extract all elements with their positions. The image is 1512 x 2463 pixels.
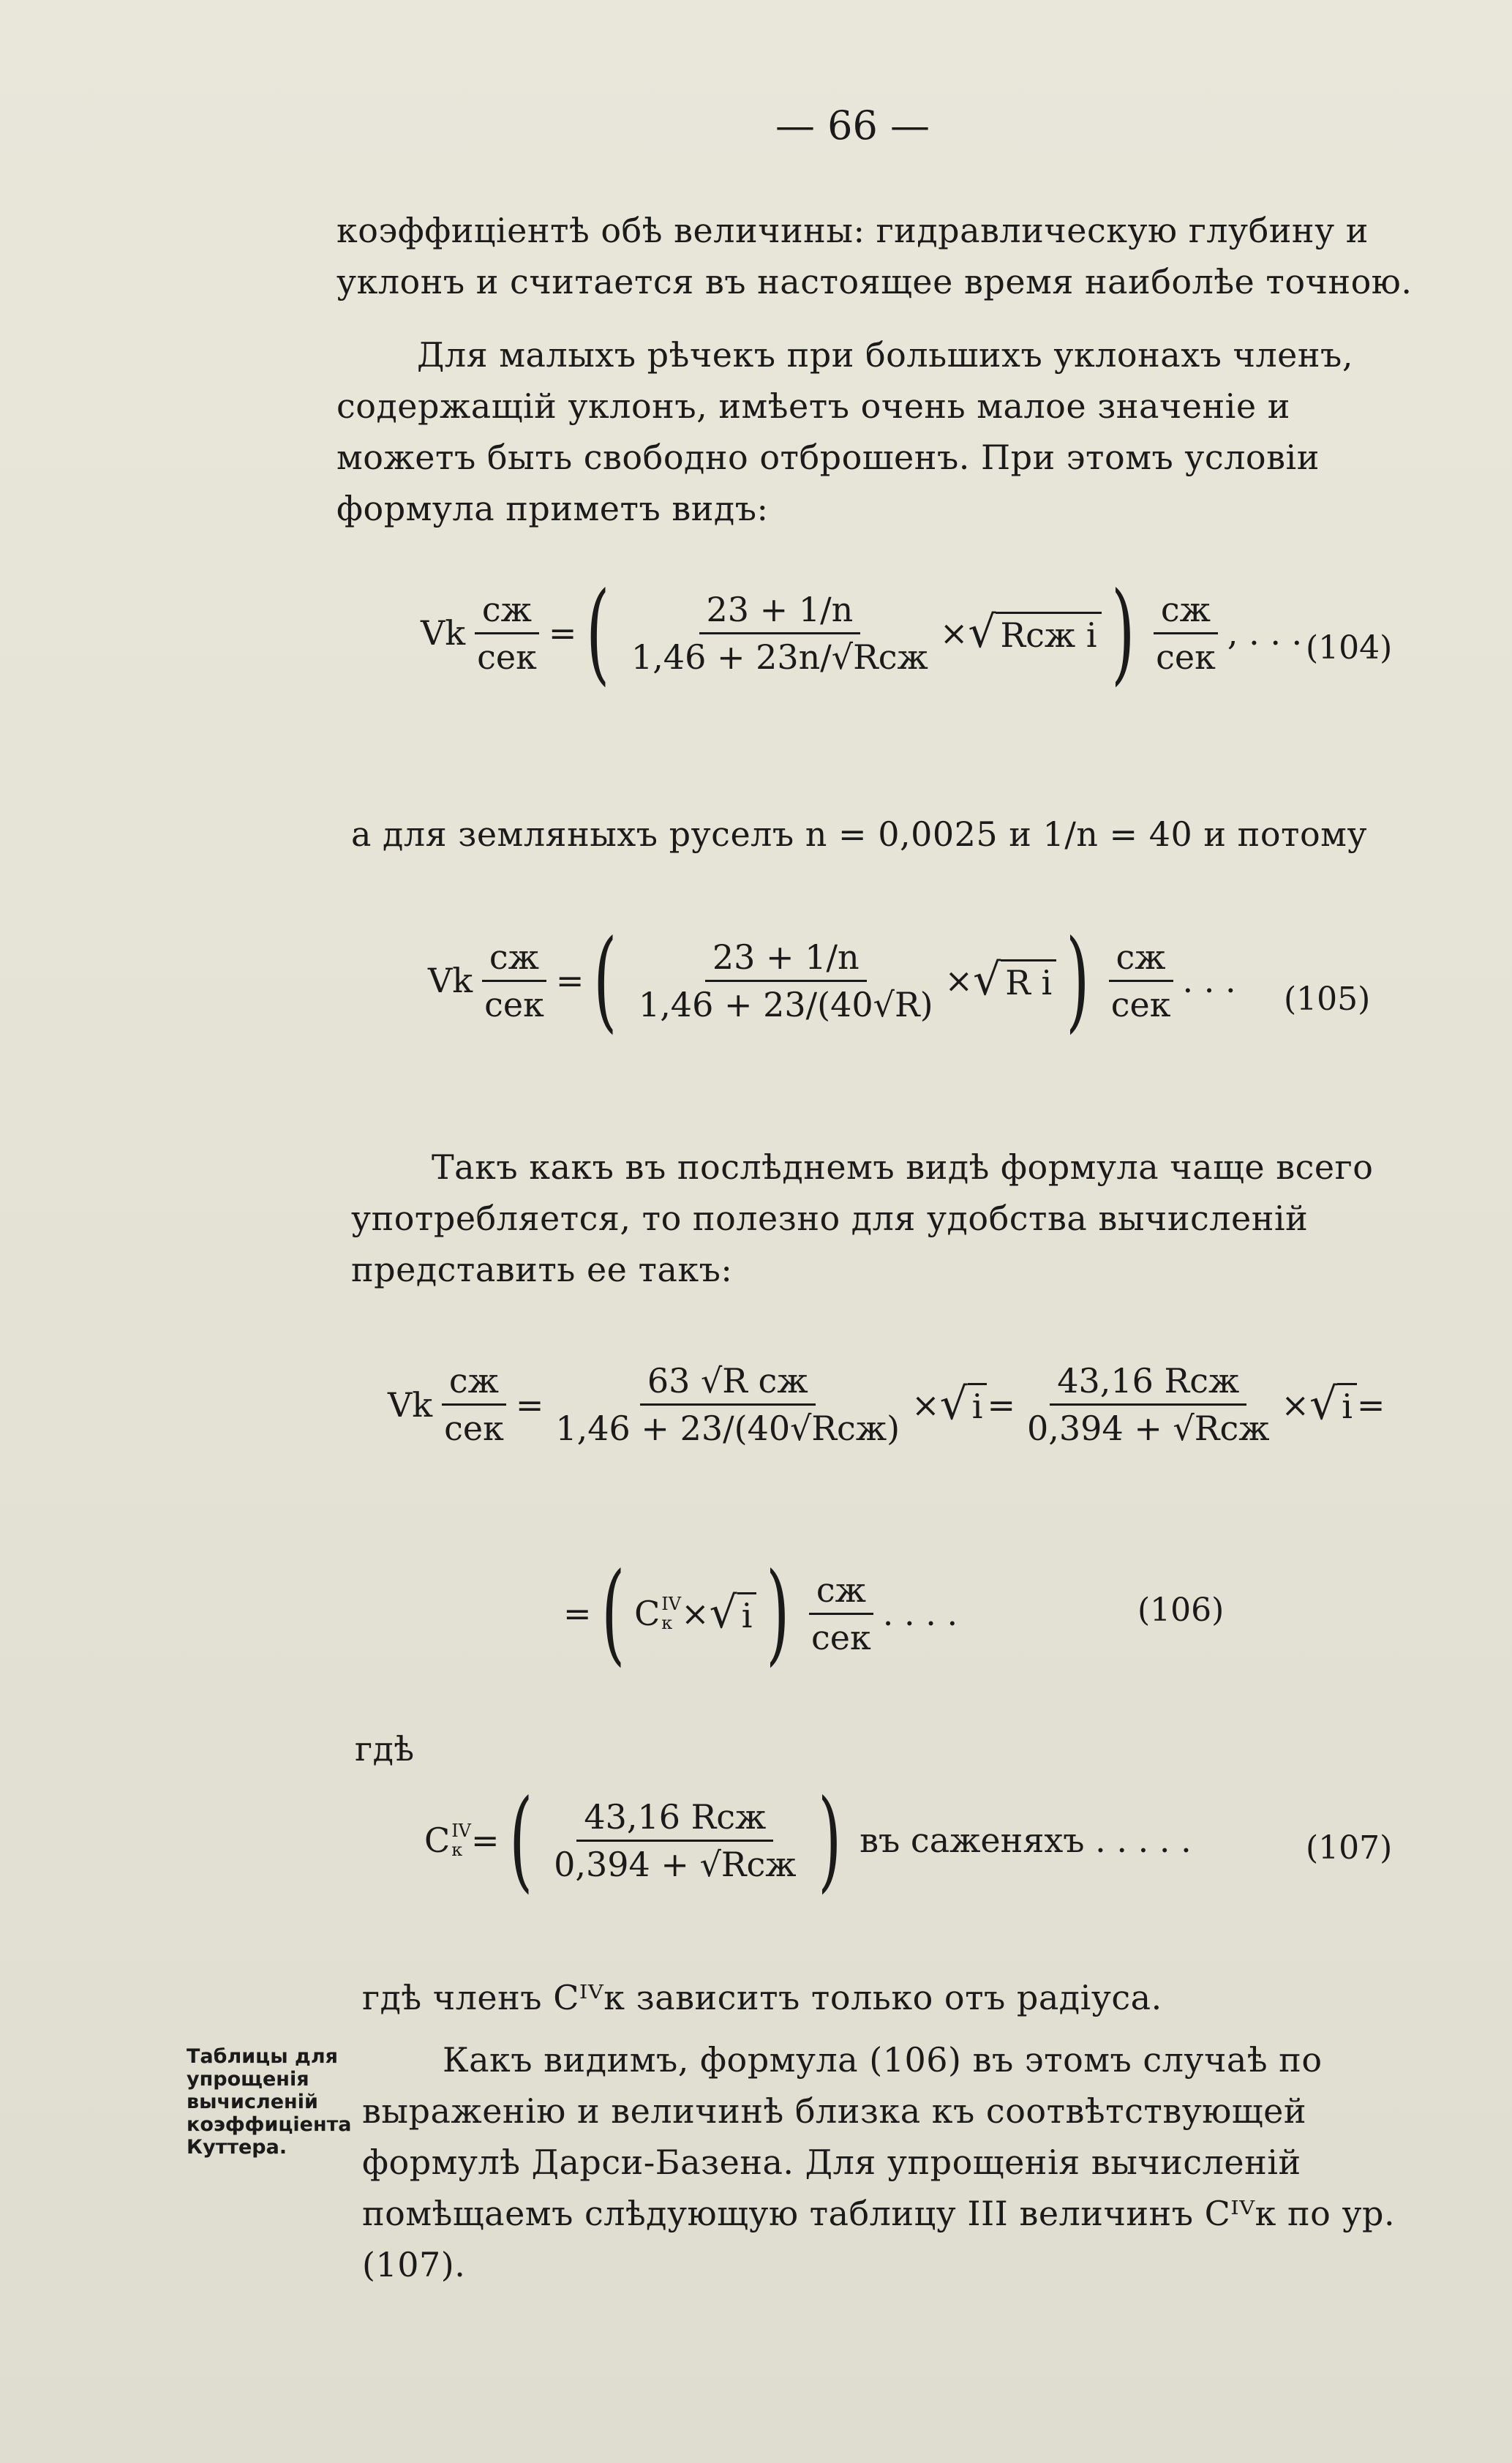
formula-105-sqrt: √ R i [973,959,1056,1002]
paragraph-7: Какъ видимъ, формула (106) въ этомъ случаѣ по выраженію и величинѣ близка къ соотвѣтствующей формулѣ Дарси-Базена. Для упрощенія вычисленій помѣщаемъ слѣдующую таблицу III величинъ Cᴵⱽк по ур. (107). [362,2040,1396,2284]
paragraph-3: а для земляныхъ руселъ n = 0,0025 и 1/n = 40 и потому [351,814,1368,854]
equation-number-105: (105) [1284,981,1371,1018]
formula-104-main-fraction: $\frac{23 + 1/n}{\text{1,46 + 23n/√Rсж}}$ [631,589,928,677]
formula-104-units: $\frac{сж}{\text{сек}}$ [470,590,544,677]
formula-104-sqrt: √ Rсж i [968,611,1101,655]
equation-number-107: (107) [1306,1829,1393,1867]
paragraph-2: Для малыхъ рѣчекъ при большихъ уклонахъ членъ, содержащій уклонъ, имѣетъ очень малое значеніе и можетъ быть свободно отброшенъ. При этомъ условіи формула приметъ видъ: [336,335,1353,528]
equation-number-104: (104) [1306,629,1393,667]
formula-104: Vk $\frac{сж}{\text{сек}}$ = ( $\frac{23 + 1/n}{\text{1,46 + 23n/√Rсж}}$ × √ Rсж i ) $\frac{сж}{\text{сек}}$ , . . . [421,569,1303,697]
formula-105-units: $\frac{сж}{\text{сек}}$ [477,937,552,1024]
equals-sign: = [548,613,577,653]
formula-104-units-right: $\frac{сж}{\text{сек}}$ [1148,590,1223,677]
formula-104-lhs: Vk [421,613,466,653]
page-number: — 66 — [775,102,930,149]
paragraph-1: коэффиціентѣ обѣ величины: гидравлическую глубину и уклонъ и считается въ настоящее время наиболѣе точною. [336,211,1413,301]
equation-number-106: (106) [1137,1592,1225,1629]
close-paren: ) [1110,569,1135,697]
paragraph-4: Такъ какъ въ послѣднемъ видѣ формула чаще всего употребляется, то полезно для удобства вычисленій представить ее такъ: [351,1147,1374,1289]
paragraph-6: гдѣ членъ Cᴵⱽк зависитъ только отъ радіуса. [362,1978,1162,2017]
formula-106-fraction-1: $\frac{\text{63 √R сж}}{\text{1,46 + 23/(40√Rсж)}}$ [555,1361,900,1448]
open-paren: ( [586,569,610,697]
formula-106-fraction-2: $\frac{\text{43,16 Rсж}}{\text{0,394 + √Rсж}}$ [1027,1361,1270,1448]
times-sign: × [939,613,968,653]
formula-106-line1: Vk $\frac{сж}{\text{сек}}$ = $\frac{\text{63 √R сж}}{\text{1,46 + 23/(40√Rсж)}}$ × √ i = $\frac{\text{43,16 Rсж}}{\text{0,394 + √Rсж}}$ × √ i = [388,1361,1385,1448]
paragraph-5: гдѣ [355,1729,415,1769]
formula-106-line2: = ( C IV к × √ i ) $\frac{сж}{\text{сек}}$ . . . . [563,1550,958,1677]
margin-note: Таблицы для упрощенія вычисленій коэффиціента Куттера. [187,2045,352,2159]
formula-105-main-fraction: $\frac{23 + 1/n}{1,46 + 23/(40√R)}$ [638,937,933,1024]
formula-107-fraction: $\frac{\text{43,16 Rсж}}{\text{0,394 + √Rсж}}$ [554,1796,797,1884]
formula-105: Vk $\frac{сж}{\text{сек}}$ = ( $\frac{23 + 1/n}{1,46 + 23/(40√R)}$ × √ R i ) $\frac{сж}{\text{сек}}$ . . . [428,917,1236,1044]
formula-107: C IV к = ( $\frac{\text{43,16 Rсж}}{\text{0,394 + √Rсж}}$ ) въ саженяхъ . . . . . [424,1777,1192,1904]
